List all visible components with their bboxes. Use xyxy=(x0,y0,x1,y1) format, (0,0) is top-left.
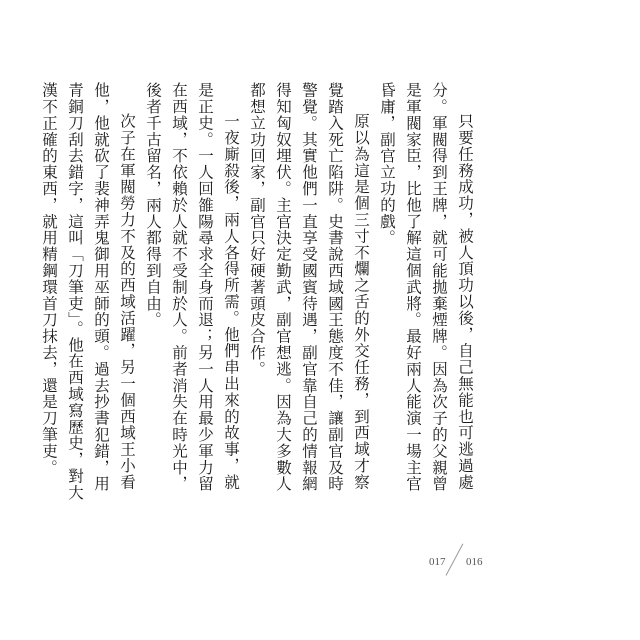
folio-divider xyxy=(446,543,464,575)
paragraph-1: 只要任務成功，被人頂功以後，自己無能也可逃過處分。軍閥得到王牌，就可能拋棄煙牌。因為次子的父親曾是軍閥家臣，比他了解這個武將。最好兩人能演一場主官昏庸，副官立功的戲。 xyxy=(378,82,474,492)
page-number-left: 017 xyxy=(429,556,446,568)
page-number-right: 016 xyxy=(466,556,483,568)
paragraph-2: 原以為這是個三寸不爛之舌的外交任務，到西域才察覺踏入死亡陷阱。史書說西域國王態度不佳，讓副官及時警覺。其實他們一直享受國賓待遇，副官靠自己的情報網得知匈奴埋伏。主官決定勤武，副官想逃。因為大多數人都想立功回家，副官只好硬著頭皮合作。 xyxy=(248,82,370,492)
paragraph-4: 次子在軍閥勞力不及的西域活躍，另一個西域王小看他，他就砍了裴神弄鬼御用巫師的頭。過去抄書犯錯，用青銅刀刮去錯字，這叫「刀筆吏」。他在西域寫歷史，對大漢不正確的東西，就用精鋼環首刀抹去，還是刀筆吏。 xyxy=(40,82,136,501)
vertical-text-body xyxy=(36,82,478,502)
paragraph-3: 一夜廝殺後，兩人各得所需。他們串出來的故事，就是正史。一人回雒陽尋求全身而退；另一人用最少軍力留在西域，不依賴於人就不受制於人。前者消失在時光中，後者千古留名，兩人都得到自由。 xyxy=(144,82,240,492)
